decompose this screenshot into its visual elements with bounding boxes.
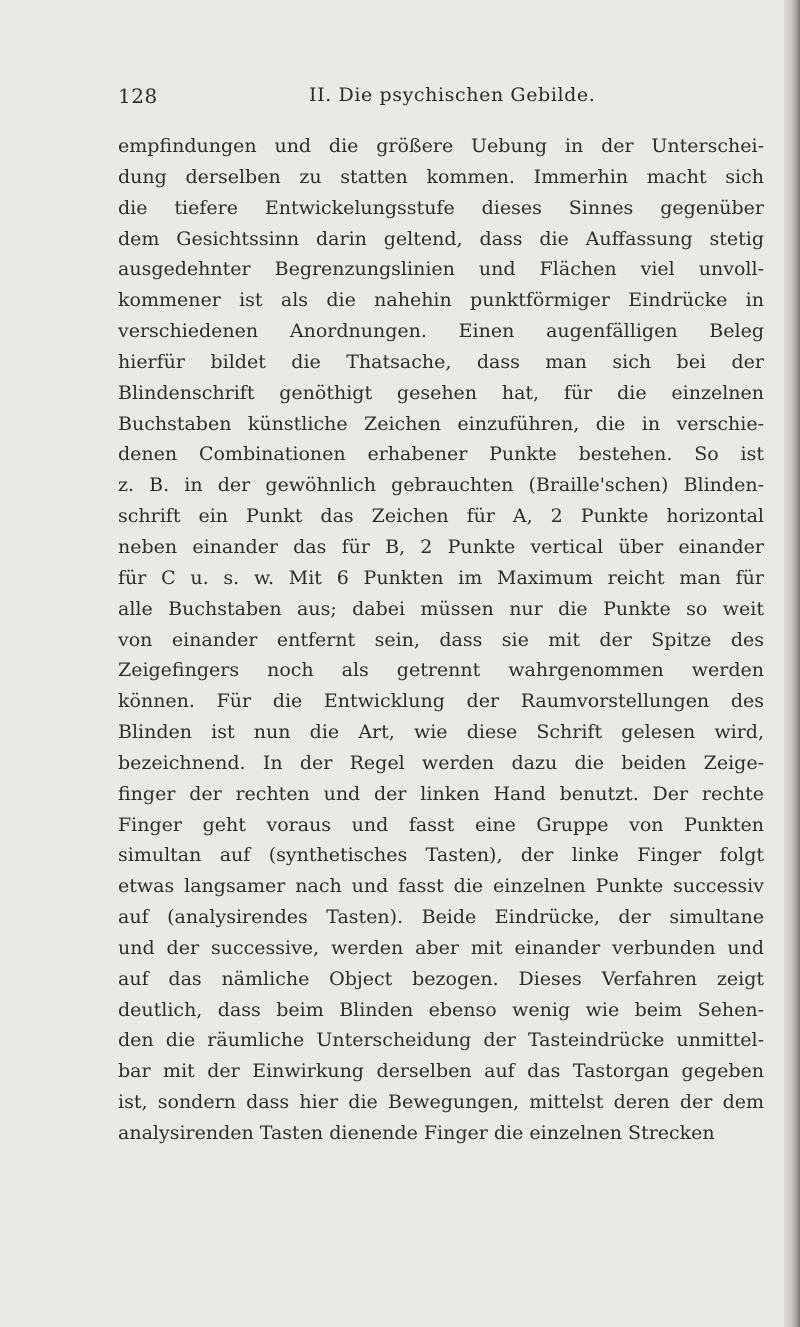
text-line: die tiefere Entwickelungsstufe dieses Sinnes gegenüber <box>118 196 764 219</box>
text-line: kommener ist als die nahehin punktförmiger Eindrücke in <box>118 289 764 312</box>
text-line: dung derselben zu statten kommen. Immerhin macht sich <box>118 165 764 188</box>
text-line: den die räumliche Unterscheidung der Tasteindrücke unmittel- <box>118 1029 764 1052</box>
text-line: empfindungen und die größere Uebung in der Unterschei- <box>118 135 764 157</box>
body-text <box>118 131 764 1149</box>
text-line: verschiedenen Anordnungen. Einen augenfälligen Beleg <box>118 320 764 343</box>
text-line: auf das nämliche Object bezogen. Dieses Verfahren zeigt <box>118 967 764 990</box>
text-line: von einander entfernt sein, dass sie mit der Spitze des <box>118 628 764 651</box>
text-line: Buchstaben künstliche Zeichen einzuführen, die in verschie- <box>118 412 764 435</box>
text-line: bar mit der Einwirkung derselben auf das Tastorgan gegeben <box>118 1060 764 1083</box>
text-line: z. B. in der gewöhnlich gebrauchten (Braille'schen) Blinden- <box>118 474 764 497</box>
text-line: bezeichnend. In der Regel werden dazu die beiden Zeige- <box>118 751 764 774</box>
text-line: Zeigefingers noch als getrennt wahrgenommen werden <box>118 659 764 682</box>
page-number: 128 <box>118 84 158 108</box>
text-line: etwas langsamer nach und fasst die einzelnen Punkte successiv <box>118 875 764 898</box>
text-line: Blindenschrift genöthigt gesehen hat, für die einzelnen <box>118 381 764 404</box>
text-line: Finger geht voraus und fasst eine Gruppe von Punkten <box>118 813 764 836</box>
running-title: II. Die psychischen Gebilde. <box>309 84 596 106</box>
text-line: analysirenden Tasten dienende Finger die einzelnen Strecken <box>118 1122 715 1144</box>
text-line: dem Gesichtssinn darin geltend, dass die Auffassung stetig <box>118 227 764 250</box>
text-line: für C u. s. w. Mit 6 Punkten im Maximum reicht man für <box>118 566 764 589</box>
text-line: ausgedehnter Begrenzungslinien und Flächen viel unvoll- <box>118 258 764 281</box>
text-line: Blinden ist nun die Art, wie diese Schrift gelesen wird, <box>118 721 764 744</box>
text-line: schrift ein Punkt das Zeichen für A, 2 Punkte horizontal <box>118 505 764 528</box>
text-line: neben einander das für B, 2 Punkte vertical über einander <box>118 535 764 558</box>
text-line: und der successive, werden aber mit einander verbunden und <box>118 936 764 959</box>
text-line: hierfür bildet die Thatsache, dass man sich bei der <box>118 350 764 373</box>
text-line: auf (analysirendes Tasten). Beide Eindrücke, der simultane <box>118 906 764 929</box>
text-line: können. Für die Entwicklung der Raumvorstellungen des <box>118 690 764 713</box>
page-header <box>118 84 754 112</box>
page-edge-shadow <box>784 0 800 1327</box>
text-line: finger der rechten und der linken Hand benutzt. Der rechte <box>118 782 764 805</box>
text-line: deutlich, dass beim Blinden ebenso wenig wie beim Sehen- <box>118 998 764 1021</box>
text-line: ist, sondern dass hier die Bewegungen, mittelst deren der dem <box>118 1091 764 1114</box>
text-line: alle Buchstaben aus; dabei müssen nur die Punkte so weit <box>118 597 764 620</box>
text-line: denen Combinationen erhabener Punkte bestehen. So ist <box>118 443 764 466</box>
text-line: simultan auf (synthetisches Tasten), der linke Finger folgt <box>118 844 764 867</box>
